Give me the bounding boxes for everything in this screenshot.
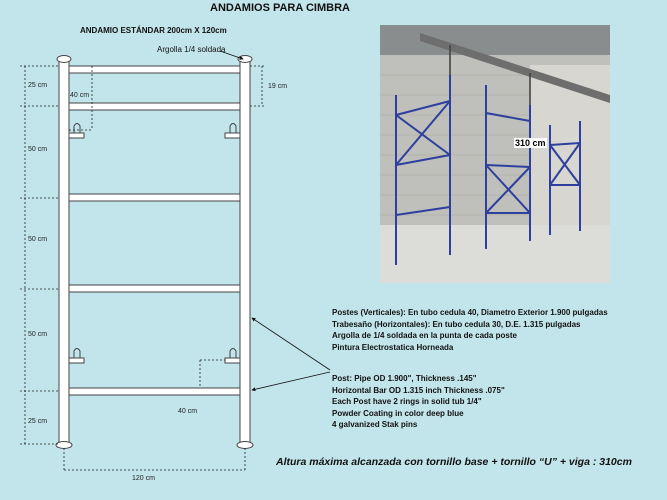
left-post-foot — [56, 442, 72, 449]
spec-en-line: Powder Coating in color deep blue — [332, 408, 464, 418]
spec-en-line: Post: Pipe OD 1.900", Thickness .145" — [332, 374, 477, 383]
spec-en-line: Each Post have 2 rings in solid tub 1/4" — [332, 397, 482, 406]
dim-gap-50-a: 50 cm — [28, 146, 48, 153]
argolla-label: Argolla 1/4 soldada — [157, 45, 226, 54]
dim-bottom-25: 25 cm — [28, 418, 48, 425]
specs-english — [332, 373, 505, 431]
dim-top-25: 25 cm — [28, 82, 48, 89]
coupling-pin-upper-left — [69, 124, 84, 139]
spec-es-line: Pintura Electrostatica Horneada — [332, 342, 454, 352]
spec-es-line: Postes (Verticales): En tubo cedula 40, Diametro Exterior 1.900 pulgadas — [332, 308, 608, 317]
right-post-top — [238, 56, 252, 63]
coupling-pin-upper-right — [225, 124, 240, 139]
scaffold-photo — [380, 25, 610, 283]
bar-2 — [69, 103, 240, 110]
spec-en-line: 4 galvanized Stak pins — [332, 420, 418, 429]
dim-width-120: 120 cm — [132, 475, 155, 482]
coupling-pin-lower-right — [225, 349, 240, 364]
left-post — [59, 60, 69, 445]
right-post-foot — [237, 442, 253, 449]
specs-spanish — [332, 307, 608, 353]
max-height-caption: Altura máxima alcanzada con tornillo base + tornillo “U” + viga : 310cm — [276, 456, 632, 468]
spec-es-line: Trabesaño (Horizontales): En tubo cedula 30, D.E. 1.315 pulgadas — [332, 319, 581, 329]
dim-bottom-40: 40 cm — [178, 408, 198, 415]
right-post — [240, 60, 250, 445]
page-title: ANDAMIOS PARA CIMBRA — [210, 2, 350, 14]
dim-gap-50-c: 50 cm — [28, 331, 48, 338]
leader-lines — [220, 51, 330, 390]
bar-3 — [69, 194, 240, 201]
spec-es-line: Argolla de 1/4 soldada en la punta de cada poste — [332, 331, 517, 340]
bar-1 — [69, 66, 240, 73]
bar-5 — [69, 388, 240, 395]
coupling-pin-lower-left — [69, 349, 84, 364]
spec-en-line: Horizontal Bar OD 1.315 inch Thickness .075" — [332, 385, 505, 395]
photo-height-label: 310 cm — [515, 138, 546, 148]
dimension-lines — [20, 66, 264, 472]
dim-gap-50-b: 50 cm — [28, 236, 48, 243]
frame-subtitle: ANDAMIO ESTÁNDAR 200cm X 120cm — [80, 26, 227, 35]
bar-4 — [69, 285, 240, 292]
left-post-top — [57, 56, 71, 63]
dim-inner-40: 40 cm — [70, 92, 90, 99]
dim-right-19: 19 cm — [268, 83, 288, 90]
